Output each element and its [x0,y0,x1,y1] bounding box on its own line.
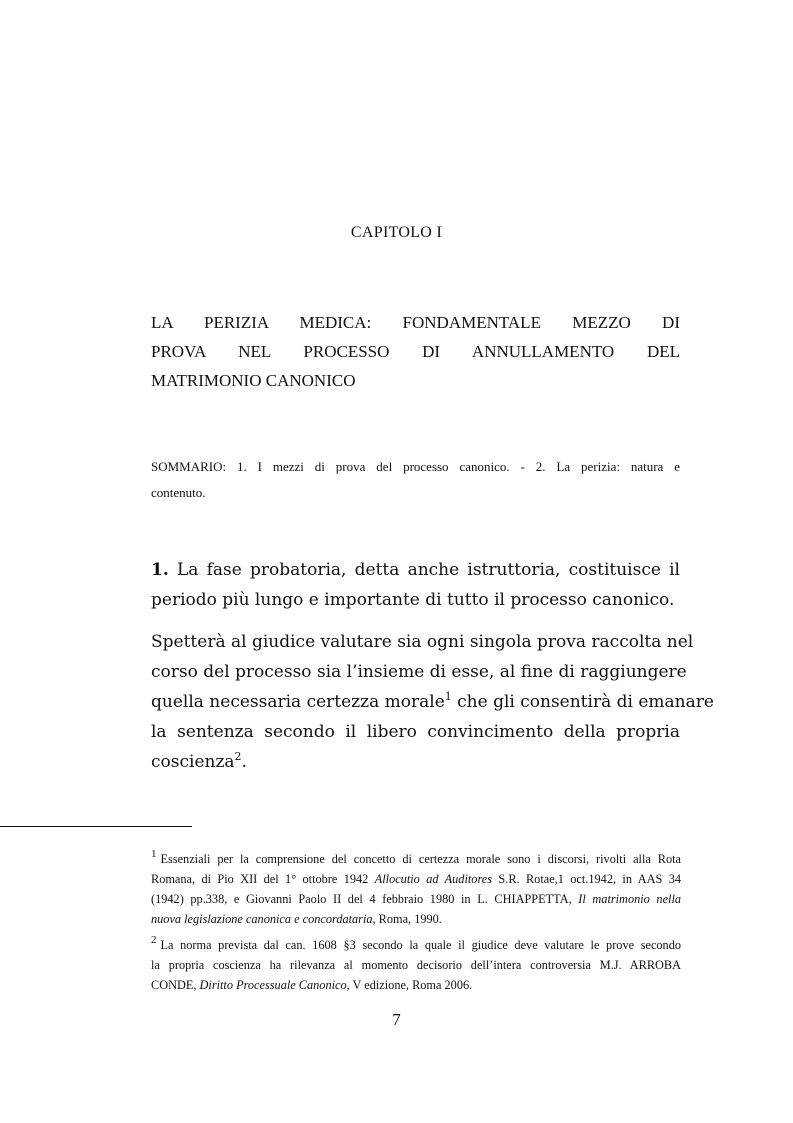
footnote-text: La norma prevista dal can. 1608 §3 secondo la quale il giudice deve valutare le prove secondo [160,938,681,952]
chapter-title-line: LA PERIZIA MEDICA: FONDAMENTALE MEZZO DI [151,313,680,332]
footnote-number: 2 [151,934,157,946]
footnote-line [151,975,681,995]
footnote-line [151,844,681,869]
chapter-title [151,308,680,395]
paragraph-1 [151,555,680,615]
footnote-2 [151,930,681,995]
footnote-number: 1 [151,848,157,860]
paragraph-line: corso del processo sia l’insieme di esse, al fine di raggiungere [151,662,687,682]
footnote-line [151,889,681,909]
chapter-heading: CAPITOLO I [350,224,443,241]
footnote-line [151,909,681,929]
footnote-separator [0,826,192,827]
footnote-line [151,930,681,955]
footnote-text: CONDE, [151,978,200,992]
footnote-text: Romana, di Pio XII del 1° ottobre 1942 [151,872,375,886]
paragraph-2 [151,627,714,777]
footnote-text: , Roma, 1990. [372,912,442,926]
chapter-title-line: MATRIMONIO CANONICO [151,371,356,390]
paragraph-text: che gli consentirà di emanare [451,692,714,712]
summary [151,454,680,506]
footnote-italic: Il matrimonio nella [578,892,682,906]
page-number: 7 [392,1010,401,1029]
paragraph-line: la sentenza secondo il libero convincimento della propria [151,722,680,742]
paragraph-line: Spetterà al giudice valutare sia ogni singola prova raccolta nel [151,632,694,652]
paragraph-text: La fase probatoria, detta anche istruttoria, costituisce il [176,560,680,580]
section-number: 1. [151,560,169,580]
footnote-text: Essenziali per la comprensione del concetto di certezza morale sono i discorsi, rivolti alla Rota [160,852,681,866]
summary-line: contenuto. [151,485,206,500]
footnote-1 [151,844,681,929]
footnote-italic: Diritto Processuale Canonico [199,978,347,992]
paragraph-text: . [241,752,247,772]
footnote-ref-1[interactable]: 1 [444,690,452,703]
footnote-italic: nuova legislazione canonica e concordataria [151,912,373,926]
paragraph-line [151,687,714,717]
paragraph-text: coscienza [151,752,235,772]
footnote-line [151,869,681,889]
footnote-italic: Allocutio ad Auditores [374,872,493,886]
paragraph-line: periodo più lungo e importante di tutto il processo canonico. [151,590,675,610]
paragraph-line [151,747,680,777]
footnote-text: , V edizione, Roma 2006. [346,978,473,992]
summary-line: SOMMARIO: 1. I mezzi di prova del processo canonico. - 2. La perizia: natura e [151,459,680,474]
paragraph-line [151,555,680,585]
footnote-text: (1942) pp.338, e Giovanni Paolo II del 4 febbraio 1980 in L. CHIAPPETTA, [151,892,579,906]
paragraph-text: quella necessaria certezza morale [151,692,445,712]
chapter-title-line: PROVA NEL PROCESSO DI ANNULLAMENTO DEL [151,342,680,361]
footnote-ref-2[interactable]: 2 [234,750,242,763]
footnote-line: la propria coscienza ha rilevanza al momento decisorio dell’intera controversia M.J. ARROBA [151,958,681,972]
footnote-text: S.R. Rotae,1 oct.1942, in AAS 34 [492,872,681,886]
